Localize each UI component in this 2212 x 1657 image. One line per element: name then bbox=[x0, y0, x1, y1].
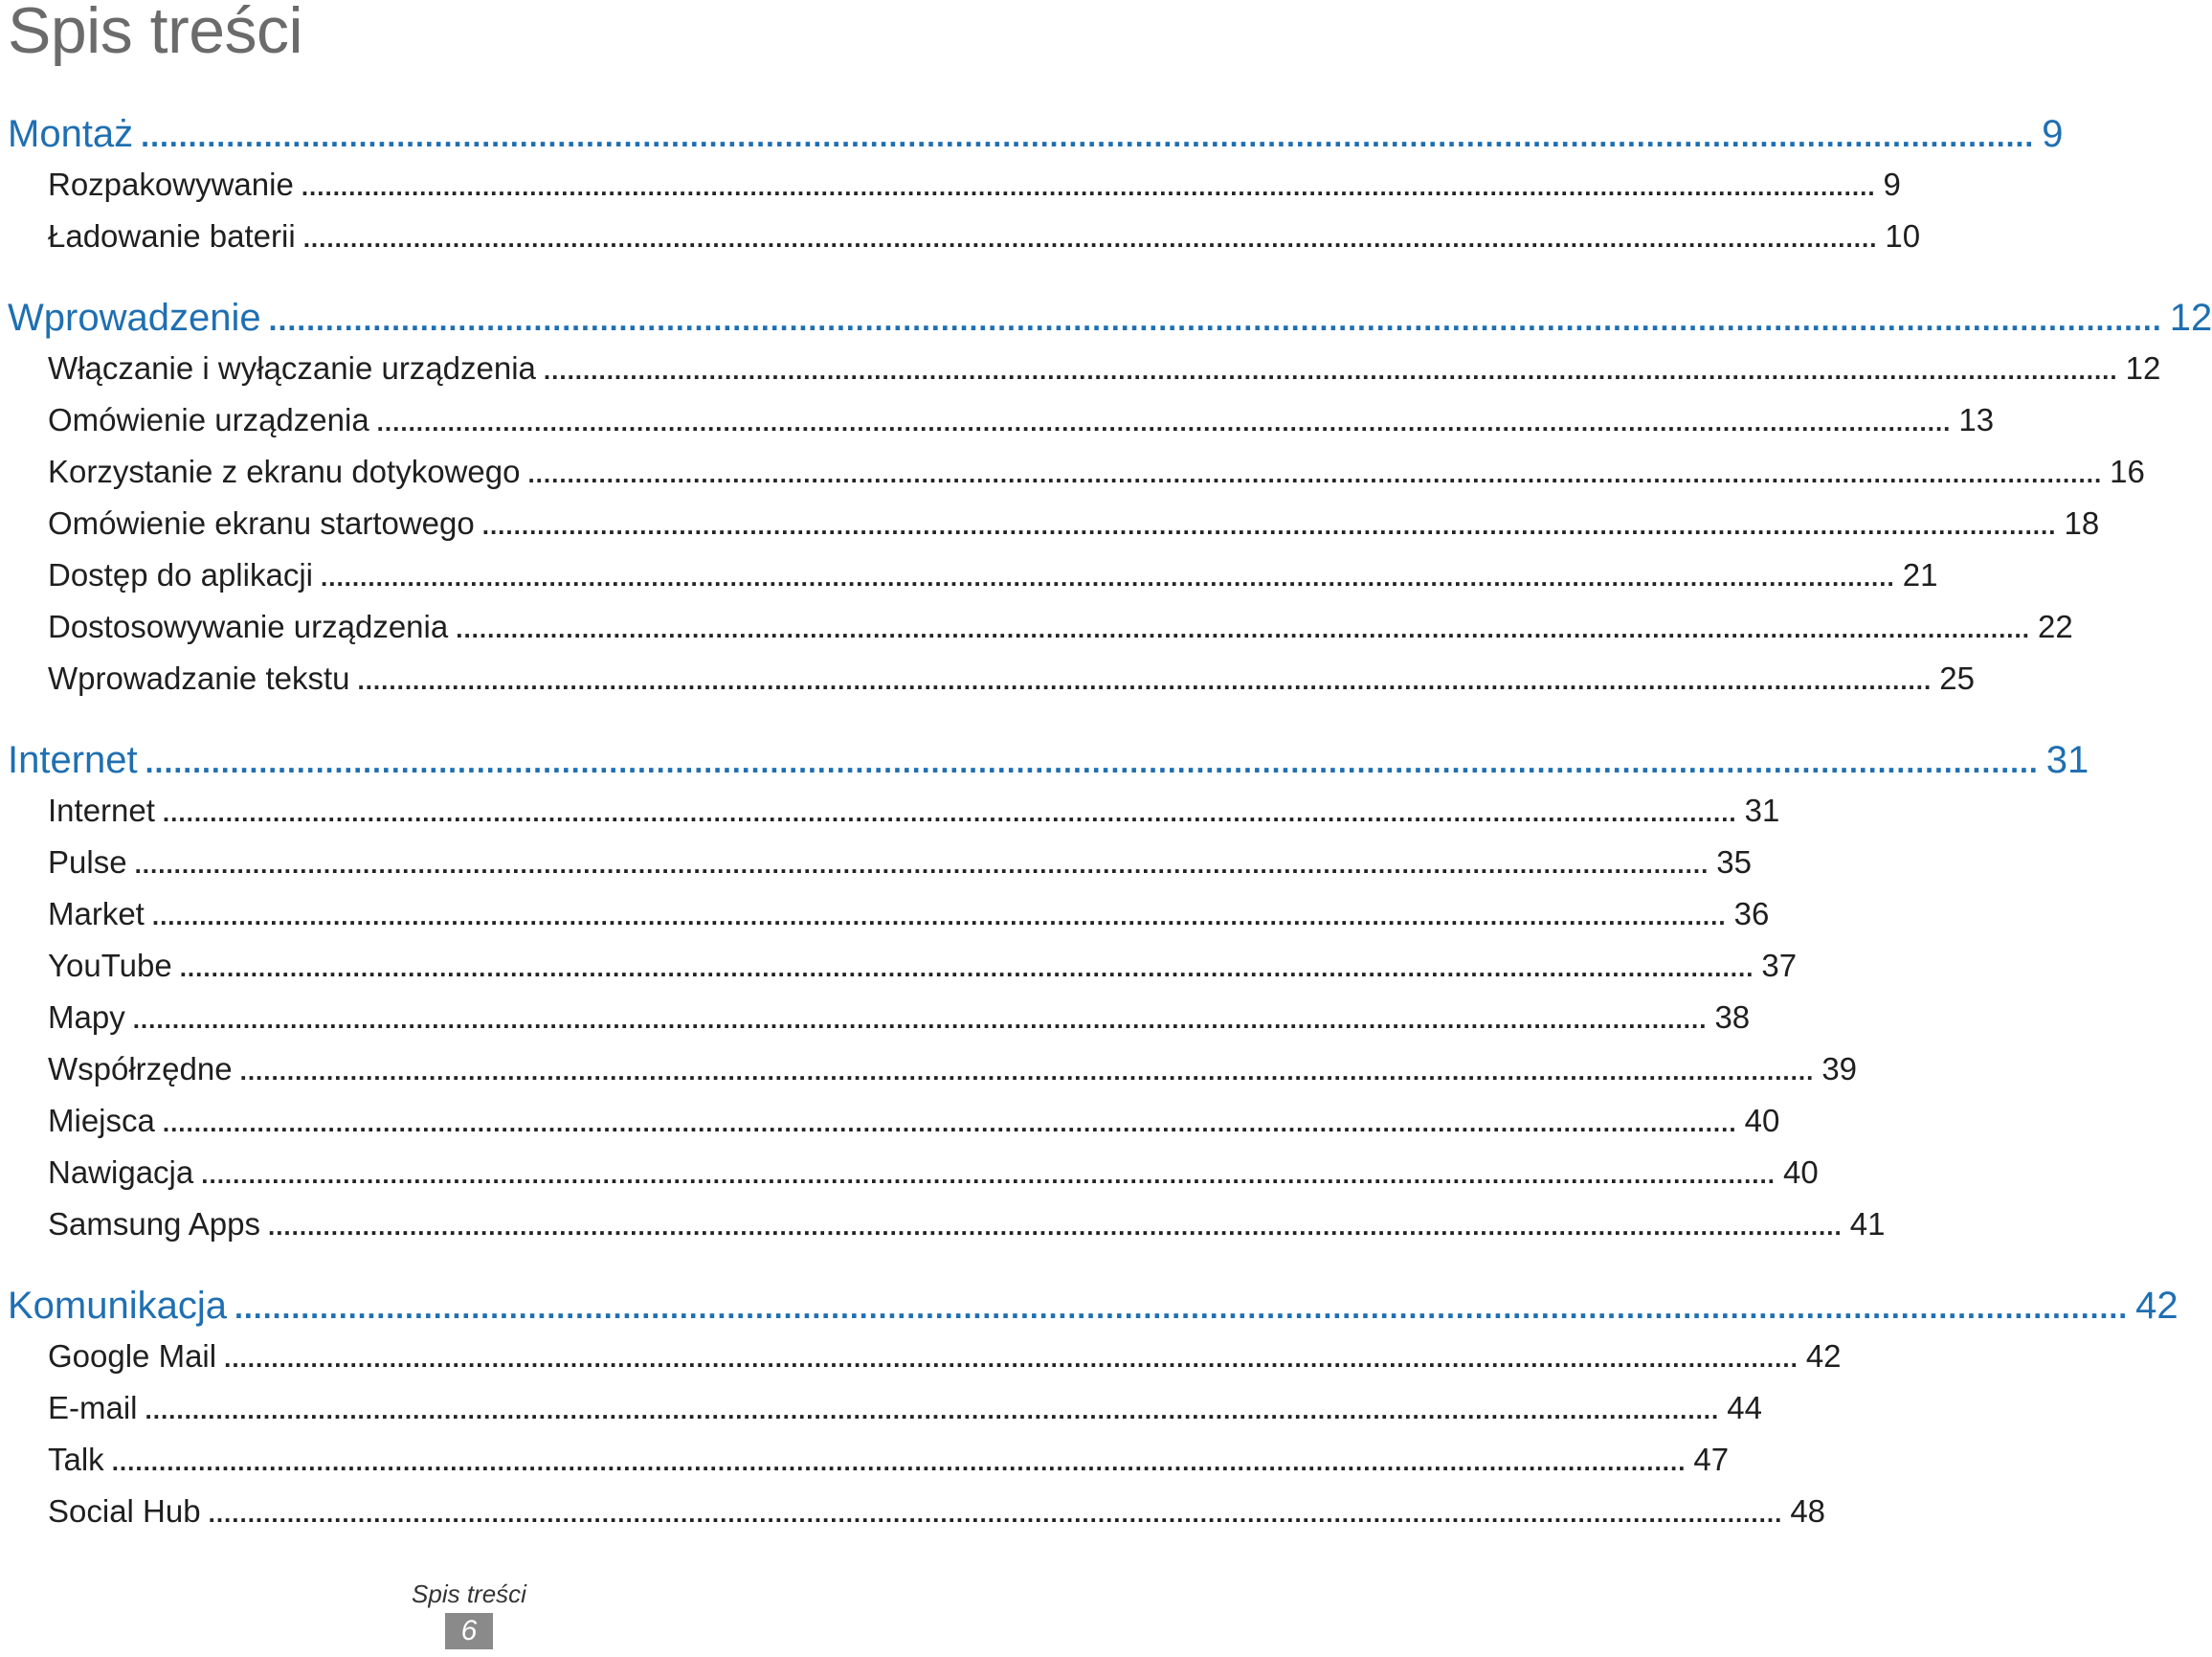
toc-entry[interactable] bbox=[48, 1493, 1826, 1545]
toc-entry-label: Ładowanie baterii bbox=[48, 218, 296, 254]
toc-entry-page: 31 bbox=[1744, 793, 1780, 828]
toc-section-heading-label: Komunikacja bbox=[8, 1285, 228, 1327]
toc-entry-page: 38 bbox=[1714, 999, 1751, 1035]
dot-leader: ........................................................................................................................................................................................................ bbox=[301, 172, 1876, 201]
toc-entry-page: 16 bbox=[2110, 454, 2145, 489]
toc-entry-page: 47 bbox=[1693, 1442, 1730, 1477]
toc-entry-label: Dostęp do aplikacji bbox=[48, 557, 313, 593]
toc-section bbox=[8, 113, 2064, 270]
dot-leader: ........................................................................................................................................................................................................ bbox=[456, 615, 2030, 643]
toc-entry-page: 12 bbox=[2125, 350, 2161, 386]
toc-entry[interactable] bbox=[48, 896, 1770, 948]
toc-entry[interactable] bbox=[48, 661, 1975, 712]
toc-entry[interactable] bbox=[48, 609, 2073, 661]
toc-entry-page: 35 bbox=[1716, 844, 1753, 880]
dot-leader: ........................................................................................................................................................................................................ bbox=[239, 1057, 1815, 1086]
toc-entry-label: Rozpakowywanie bbox=[48, 167, 294, 202]
toc-entry-label: Market bbox=[48, 896, 145, 931]
toc-entry-label: Korzystanie z ekranu dotykowego bbox=[48, 454, 521, 489]
toc-section-heading-page: 9 bbox=[2042, 113, 2064, 155]
dot-leader: ........................................................................................................................................................................................................ bbox=[111, 1447, 1687, 1476]
toc-entry-page: 48 bbox=[1790, 1493, 1826, 1529]
toc-entry-label: Omówienie urządzenia bbox=[48, 402, 369, 437]
toc-entry[interactable] bbox=[48, 844, 1753, 896]
dot-leader: ........................................................................................................................................................................................................ bbox=[321, 563, 1895, 592]
toc-section-heading[interactable] bbox=[8, 1285, 2178, 1338]
toc-entry-page: 40 bbox=[1782, 1154, 1819, 1190]
toc-section-heading[interactable] bbox=[8, 297, 2212, 350]
dot-leader: ........................................................................................................................................................................................................ bbox=[145, 745, 2039, 779]
dot-leader: ........................................................................................................................................................................................................ bbox=[302, 224, 1878, 253]
toc-entry-page: 37 bbox=[1761, 948, 1798, 983]
toc-section-heading-label: Wprowadzenie bbox=[8, 297, 261, 339]
toc-entry-label: E-mail bbox=[48, 1390, 138, 1425]
toc-entry-label: Współrzędne bbox=[48, 1051, 233, 1086]
dot-leader: ........................................................................................................................................................................................................ bbox=[179, 953, 1754, 982]
toc-entry-label: Samsung Apps bbox=[48, 1206, 260, 1242]
toc-entry[interactable] bbox=[48, 218, 1921, 270]
toc-entry-label: Mapy bbox=[48, 999, 125, 1035]
dot-leader: ........................................................................................................................................................................................................ bbox=[141, 119, 2035, 153]
dot-leader: ........................................................................................................................................................................................................ bbox=[235, 1290, 2129, 1325]
dot-leader: ........................................................................................................................................................................................................ bbox=[543, 356, 2118, 385]
toc-entry[interactable] bbox=[48, 948, 1798, 999]
toc-section-heading[interactable] bbox=[8, 113, 2064, 167]
dot-leader: ........................................................................................................................................................................................................ bbox=[134, 850, 1709, 879]
toc-entry[interactable] bbox=[48, 1154, 1819, 1206]
toc-entry-label: Social Hub bbox=[48, 1493, 201, 1529]
toc-entry[interactable] bbox=[48, 454, 2145, 505]
toc-entry-label: Pulse bbox=[48, 844, 127, 880]
toc-section-heading-page: 42 bbox=[2135, 1285, 2178, 1327]
toc-section-heading-page: 12 bbox=[2169, 297, 2212, 339]
toc-section-heading-label: Montaż bbox=[8, 113, 134, 155]
dot-leader: ........................................................................................................................................................................................................ bbox=[151, 902, 1727, 930]
toc-entry-page: 42 bbox=[1805, 1338, 1842, 1374]
toc-entry-label: Omówienie ekranu startowego bbox=[48, 505, 475, 541]
dot-leader: ........................................................................................................................................................................................................ bbox=[481, 511, 2057, 540]
toc-entry-label: Włączanie i wyłączanie urządzenia bbox=[48, 350, 536, 386]
toc-entry[interactable] bbox=[48, 999, 1751, 1051]
toc-section bbox=[8, 297, 2212, 712]
dot-leader: ........................................................................................................................................................................................................ bbox=[268, 302, 2162, 337]
page-number: 6 bbox=[445, 1613, 493, 1649]
toc-entry[interactable] bbox=[48, 1051, 1858, 1103]
toc-entry-page: 21 bbox=[1902, 557, 1938, 593]
toc-entry-page: 22 bbox=[2037, 609, 2073, 644]
toc-entry[interactable] bbox=[48, 167, 1901, 218]
toc-entry[interactable] bbox=[48, 402, 1995, 454]
toc-entry-label: Wprowadzanie tekstu bbox=[48, 661, 350, 696]
toc-entry-page: 36 bbox=[1733, 896, 1770, 931]
toc-entry[interactable] bbox=[48, 1390, 1762, 1442]
toc-entry-page: 39 bbox=[1821, 1051, 1858, 1086]
toc-entry-page: 40 bbox=[1744, 1103, 1780, 1138]
toc-entry-label: Google Mail bbox=[48, 1338, 217, 1374]
dot-leader: ........................................................................................................................................................................................................ bbox=[527, 459, 2103, 488]
toc-entry[interactable] bbox=[48, 793, 1780, 844]
toc-entry[interactable] bbox=[48, 557, 1938, 609]
page-title: Spis treści bbox=[8, 0, 303, 67]
toc-entry[interactable] bbox=[48, 1103, 1780, 1154]
toc-entry[interactable] bbox=[48, 505, 2100, 557]
toc-entry[interactable] bbox=[48, 1206, 1886, 1258]
toc-entry-page: 25 bbox=[1939, 661, 1975, 696]
dot-leader: ........................................................................................................................................................................................................ bbox=[162, 1108, 1737, 1137]
toc-entry[interactable] bbox=[48, 1338, 1842, 1390]
dot-leader: ........................................................................................................................................................................................................ bbox=[357, 666, 1933, 695]
footer-label: Spis treści bbox=[412, 1579, 526, 1608]
toc-section-heading-label: Internet bbox=[8, 739, 138, 781]
dot-leader: ........................................................................................................................................................................................................ bbox=[208, 1499, 1783, 1528]
toc-entry-label: Nawigacja bbox=[48, 1154, 194, 1190]
toc-entry-page: 41 bbox=[1849, 1206, 1886, 1242]
toc-entry-page: 44 bbox=[1727, 1390, 1762, 1425]
dot-leader: ........................................................................................................................................................................................................ bbox=[201, 1160, 1776, 1189]
dot-leader: ........................................................................................................................................................................................................ bbox=[376, 408, 1952, 437]
toc-entry-label: Talk bbox=[48, 1442, 104, 1477]
toc-section bbox=[8, 1285, 2178, 1545]
dot-leader: ........................................................................................................................................................................................................ bbox=[145, 1396, 1720, 1424]
toc-entry-page: 10 bbox=[1885, 218, 1921, 254]
toc-entry-page: 18 bbox=[2064, 505, 2100, 541]
dot-leader: ........................................................................................................................................................................................................ bbox=[224, 1344, 1799, 1373]
toc-entry-label: Miejsca bbox=[48, 1103, 155, 1138]
table-of-contents bbox=[8, 113, 2212, 1572]
toc-entry-label: Dostosowywanie urządzenia bbox=[48, 609, 449, 644]
toc-entry[interactable] bbox=[48, 350, 2161, 402]
toc-section-heading-page: 31 bbox=[2045, 739, 2089, 781]
toc-entry-label: Internet bbox=[48, 793, 155, 828]
dot-leader: ........................................................................................................................................................................................................ bbox=[267, 1212, 1843, 1241]
toc-entry[interactable] bbox=[48, 1442, 1730, 1493]
toc-section-heading[interactable] bbox=[8, 739, 2089, 793]
toc-section bbox=[8, 739, 2089, 1258]
dot-leader: ........................................................................................................................................................................................................ bbox=[162, 798, 1737, 827]
page-footer bbox=[0, 1579, 919, 1649]
dot-leader: ........................................................................................................................................................................................................ bbox=[132, 1005, 1708, 1034]
toc-entry-page: 13 bbox=[1958, 402, 1995, 437]
toc-entry-label: YouTube bbox=[48, 948, 172, 983]
toc-entry-page: 9 bbox=[1883, 167, 1901, 202]
